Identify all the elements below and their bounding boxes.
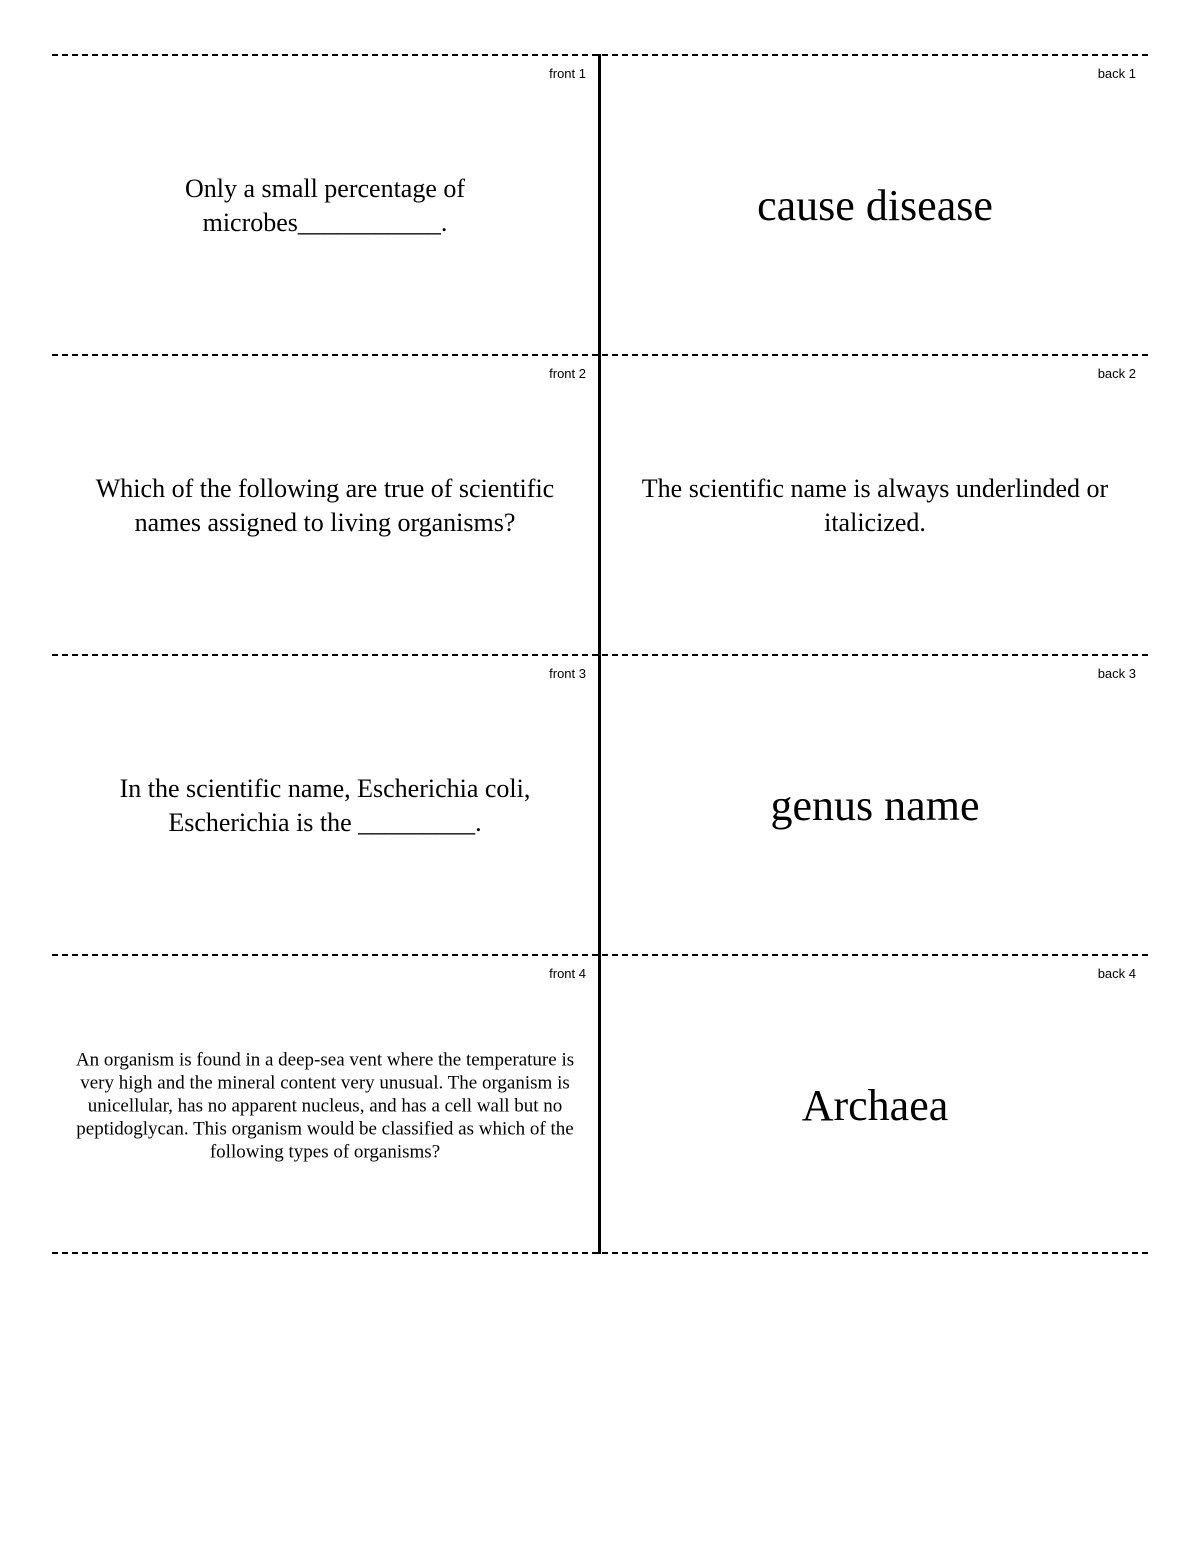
card-front-label: front 1 <box>549 66 586 81</box>
card-back-4 <box>602 956 1148 1256</box>
card-front-question: An organism is found in a deep-sea vent where the temperature is very high and the mineral content very unusual. The organism is unicellular, has no apparent nucleus, and has a cell wall but no peptidoglycan. This organism would be classified as which of the following types of organisms? <box>75 1049 575 1163</box>
card-front-label: front 3 <box>549 666 586 681</box>
card-front-question: Only a small percentage of microbes___________. <box>184 174 466 237</box>
card-front-2 <box>52 356 598 656</box>
card-front-1 <box>52 56 598 356</box>
card-front-label: front 2 <box>549 366 586 381</box>
card-back-answer: Archaea <box>801 1081 949 1130</box>
card-back-answer: genus name <box>770 781 980 830</box>
card-front-question: Which of the following are true of scientific names assigned to living organisms? <box>95 474 555 537</box>
card-back-3 <box>602 656 1148 956</box>
card-back-label: back 2 <box>1097 366 1136 381</box>
card-back-answer: cause disease <box>757 181 993 230</box>
card-back-label: back 3 <box>1097 666 1136 681</box>
card-front-3 <box>52 656 598 956</box>
card-front-label: front 4 <box>549 966 586 981</box>
card-front-question: In the scientific name, Escherichia coli, Escherichia is the _________. <box>119 774 531 837</box>
card-front-4 <box>52 956 598 1256</box>
card-back-answer: The scientific name is always underlinded or italicized. <box>641 474 1109 537</box>
fold-line <box>598 54 601 1254</box>
card-back-1 <box>602 56 1148 356</box>
card-back-2 <box>602 356 1148 656</box>
flashcard-sheet <box>52 54 1148 1254</box>
card-back-label: back 4 <box>1097 966 1136 981</box>
card-back-label: back 1 <box>1097 66 1136 81</box>
